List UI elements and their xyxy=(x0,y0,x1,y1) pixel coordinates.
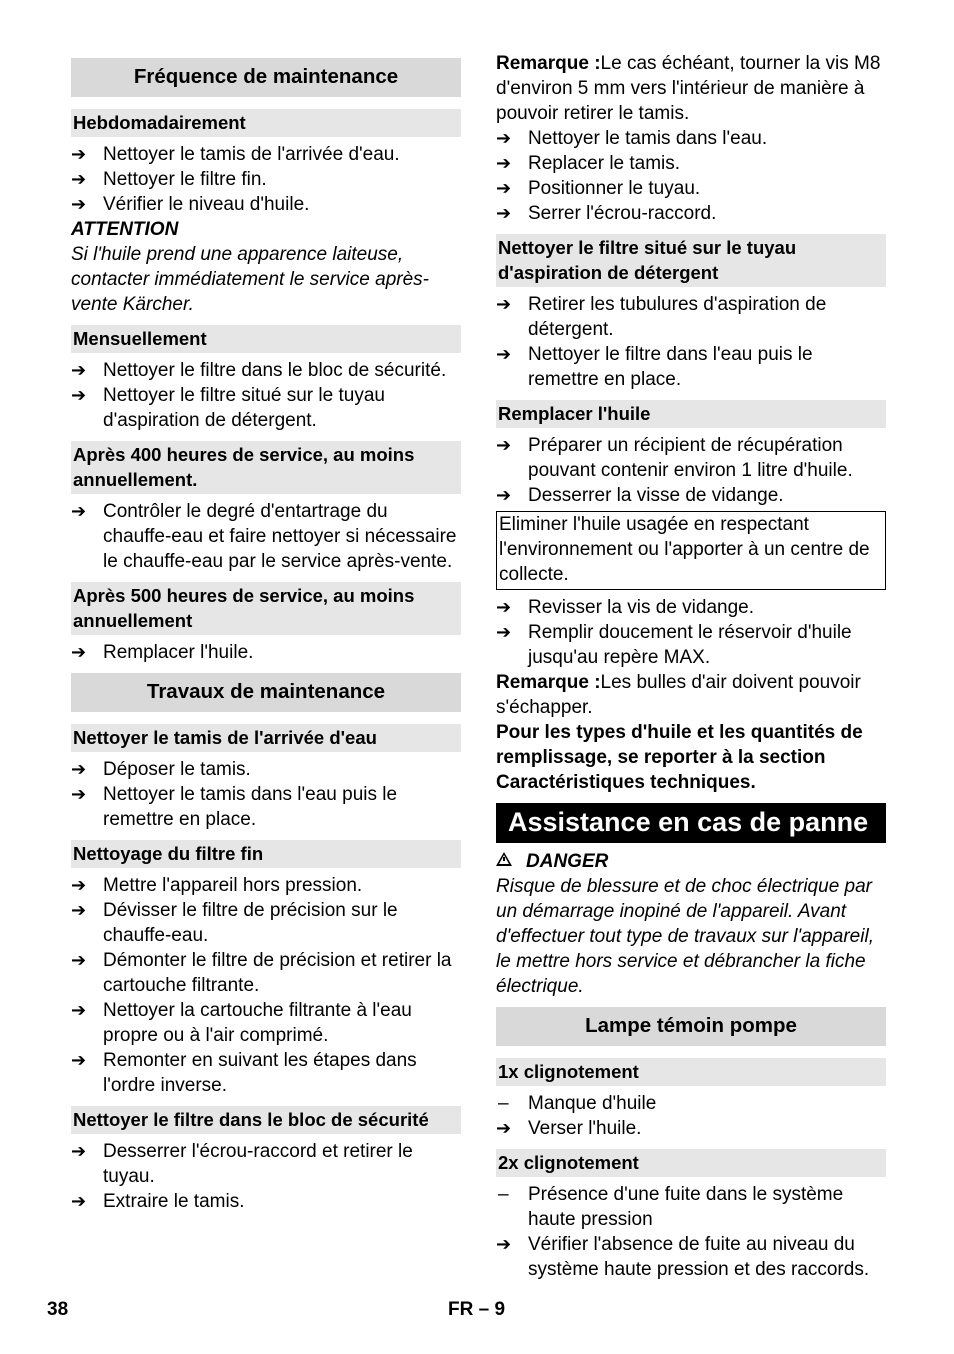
heading-assistance: Assistance en cas de panne xyxy=(496,803,886,843)
arrow-icon: ➔ xyxy=(71,784,87,804)
heading-lampe-temoin: Lampe témoin pompe xyxy=(496,1007,886,1046)
arrow-icon: ➔ xyxy=(496,153,512,173)
list-huile-2 xyxy=(496,595,886,670)
heading-400-heures: Après 400 heures de service, au moins annuellement. xyxy=(71,441,461,494)
remarque-1 xyxy=(496,51,886,126)
list-item xyxy=(496,176,886,201)
list-item xyxy=(496,126,886,151)
heading-2x: 2x clignotement xyxy=(496,1149,886,1177)
warning-triangle-icon xyxy=(496,852,512,866)
list-item-text: Nettoyer le filtre dans le bloc de sécurité. xyxy=(103,360,447,381)
heading-filtre-fin: Nettoyage du filtre fin xyxy=(71,840,461,868)
list-item xyxy=(496,342,886,392)
pour-note: Pour les types d'huile et les quantités de remplissage, se reporter à la section Caractéristiques techniques. xyxy=(496,722,863,793)
list-item xyxy=(71,142,461,167)
arrow-icon: ➔ xyxy=(496,128,512,148)
list-item-text: Nettoyer la cartouche filtrante à l'eau propre ou à l'air comprimé. xyxy=(103,1000,412,1046)
arrow-icon: ➔ xyxy=(71,194,87,214)
list-item: – Manque d'huile xyxy=(498,1093,657,1114)
remarque-2-text: Les bulles d'air doivent pouvoir s'échapper. xyxy=(496,672,861,718)
list-item-text: Préparer un récipient de récupération pouvant contenir environ 1 litre d'huile. xyxy=(528,435,853,481)
heading-travaux: Travaux de maintenance xyxy=(71,673,461,712)
list-item xyxy=(71,898,461,948)
list-mensuel xyxy=(71,358,461,433)
arrow-icon: ➔ xyxy=(496,485,512,505)
heading-tamis: Nettoyer le tamis de l'arrivée d'eau xyxy=(71,724,461,752)
arrow-icon: ➔ xyxy=(71,875,87,895)
heading-hebdomadairement: Hebdomadairement xyxy=(71,109,461,137)
list-item xyxy=(496,433,886,483)
arrow-icon: ➔ xyxy=(496,344,512,364)
arrow-icon: ➔ xyxy=(496,1234,512,1254)
list-item-text: Remplacer l'huile. xyxy=(103,642,254,663)
arrow-icon: ➔ xyxy=(71,1000,87,1020)
list-item xyxy=(496,595,886,620)
right-column xyxy=(496,51,886,1282)
arrow-icon: ➔ xyxy=(71,501,87,521)
list-item xyxy=(71,782,461,832)
arrow-icon: ➔ xyxy=(496,178,512,198)
list-item-text: Nettoyer le filtre fin. xyxy=(103,169,267,190)
left-column xyxy=(71,51,461,1214)
list-item xyxy=(71,873,461,898)
list-item-text: Retirer les tubulures d'aspiration de détergent. xyxy=(528,294,827,340)
list-400 xyxy=(71,499,461,574)
arrow-icon: ➔ xyxy=(71,169,87,189)
arrow-icon: ➔ xyxy=(71,144,87,164)
list-item-text: Remplir doucement le réservoir d'huile jusqu'au repère MAX. xyxy=(528,622,852,668)
arrow-icon: ➔ xyxy=(496,294,512,314)
remarque-label: Remarque : xyxy=(496,53,601,74)
section-label: FR – 9 xyxy=(448,1299,506,1320)
list-item xyxy=(71,358,461,383)
list-item xyxy=(71,1189,461,1214)
list-item-text: Nettoyer le tamis dans l'eau puis le remettre en place. xyxy=(103,784,398,830)
list-item: ➔ Verser l'huile. xyxy=(496,1118,642,1139)
list-huile-1 xyxy=(496,433,886,508)
list-item-text: Nettoyer le tamis dans l'eau. xyxy=(528,128,768,149)
list-hebdo xyxy=(71,142,461,217)
arrow-icon: ➔ xyxy=(71,1141,87,1161)
list-item xyxy=(496,620,886,670)
list-item-text: Revisser la vis de vidange. xyxy=(528,597,754,618)
list-item xyxy=(71,948,461,998)
list-item: ➔ Vérifier l'absence de fuite au niveau du système haute pression et des raccords. xyxy=(496,1234,870,1280)
list-item-text: Desserrer la visse de vidange. xyxy=(528,485,784,506)
list-aspiration xyxy=(496,292,886,392)
dash-icon: – xyxy=(498,1093,509,1114)
arrow-icon: ➔ xyxy=(71,385,87,405)
list-item-text: Replacer le tamis. xyxy=(528,153,681,174)
remarque-2 xyxy=(496,670,886,720)
heading-remplacer-huile: Remplacer l'huile xyxy=(496,400,886,428)
list-item-text: Dévisser le filtre de précision sur le chauffe-eau. xyxy=(103,900,398,946)
list-item xyxy=(71,757,461,782)
danger-text: Risque de blessure et de choc électrique par un démarrage inopiné de l'appareil. Avant d'effectuer tout type de travaux sur l'appareil, le mettre hors service et débrancher la fiche électrique. xyxy=(496,876,874,997)
list-item-text: Vérifier le niveau d'huile. xyxy=(103,194,310,215)
heading-aspiration: Nettoyer le filtre situé sur le tuyau d'aspiration de détergent xyxy=(496,234,886,287)
list-500 xyxy=(71,640,461,665)
list-item xyxy=(71,1048,461,1098)
list-item xyxy=(71,499,461,574)
list-item-text: Nettoyer le filtre dans l'eau puis le remettre en place. xyxy=(528,344,813,390)
heading-frequence: Fréquence de maintenance xyxy=(71,58,461,97)
arrow-icon: ➔ xyxy=(496,597,512,617)
list-item xyxy=(71,383,461,433)
list-item xyxy=(71,640,461,665)
list-item-text: Contrôler le degré d'entartrage du chauffe-eau et faire nettoyer si nécessaire le chauffe-eau par le service après-vente. xyxy=(103,501,457,572)
list-item-text: Serrer l'écrou-raccord. xyxy=(528,203,717,224)
heading-1x: 1x clignotement xyxy=(496,1058,886,1086)
arrow-icon: ➔ xyxy=(496,203,512,223)
list-item-text: Démonter le filtre de précision et retirer la cartouche filtrante. xyxy=(103,950,452,996)
list-item xyxy=(496,151,886,176)
environment-note-box: Eliminer l'huile usagée en respectant l'environnement ou l'apporter à un centre de collecte. xyxy=(496,511,886,590)
remarque-1-text: Le cas échéant, tourner la vis M8 d'environ 5 mm vers l'intérieur de manière à pouvoir retirer le tamis. xyxy=(496,53,881,124)
heading-mensuellement: Mensuellement xyxy=(71,325,461,353)
arrow-icon: ➔ xyxy=(71,759,87,779)
list-item xyxy=(71,192,461,217)
list-item-text: Mettre l'appareil hors pression. xyxy=(103,875,363,896)
remarque-label: Remarque : xyxy=(496,672,601,693)
arrow-icon: ➔ xyxy=(71,950,87,970)
list-item-text: Desserrer l'écrou-raccord et retirer le tuyau. xyxy=(103,1141,413,1187)
list-filtre-fin xyxy=(71,873,461,1098)
arrow-icon: ➔ xyxy=(496,435,512,455)
list-item xyxy=(496,483,886,508)
danger-label: DANGER xyxy=(526,851,609,872)
page-number: 38 xyxy=(47,1299,69,1320)
list-bloc-cont xyxy=(496,126,886,226)
list-tamis xyxy=(71,757,461,832)
heading-500-heures: Après 500 heures de service, au moins annuellement xyxy=(71,582,461,635)
list-item-text: Déposer le tamis. xyxy=(103,759,251,780)
list-item xyxy=(496,201,886,226)
danger-line xyxy=(496,849,886,874)
arrow-icon: ➔ xyxy=(71,1050,87,1070)
arrow-icon: ➔ xyxy=(71,642,87,662)
list-item xyxy=(496,292,886,342)
list-item-text: Nettoyer le filtre situé sur le tuyau d'aspiration de détergent. xyxy=(103,385,385,431)
dash-icon: – xyxy=(498,1184,509,1205)
arrow-icon: ➔ xyxy=(496,622,512,642)
list-item xyxy=(71,1139,461,1189)
list-item-text: Extraire le tamis. xyxy=(103,1191,245,1212)
list-bloc xyxy=(71,1139,461,1214)
attention-text: Si l'huile prend une apparence laiteuse, contacter immédiatement le service après-vente Kärcher. xyxy=(71,244,429,315)
arrow-icon: ➔ xyxy=(71,360,87,380)
list-item: – Présence d'une fuite dans le système haute pression xyxy=(498,1184,844,1230)
attention-label: ATTENTION xyxy=(71,219,179,240)
list-item xyxy=(71,998,461,1048)
list-item-text: Nettoyer le tamis de l'arrivée d'eau. xyxy=(103,144,400,165)
list-item-text: Positionner le tuyau. xyxy=(528,178,701,199)
list-item-text: Remonter en suivant les étapes dans l'ordre inverse. xyxy=(103,1050,417,1096)
list-item xyxy=(71,167,461,192)
arrow-icon: ➔ xyxy=(71,900,87,920)
heading-bloc-securite: Nettoyer le filtre dans le bloc de sécurité xyxy=(71,1106,461,1134)
arrow-icon: ➔ xyxy=(496,1118,512,1138)
arrow-icon: ➔ xyxy=(71,1191,87,1211)
